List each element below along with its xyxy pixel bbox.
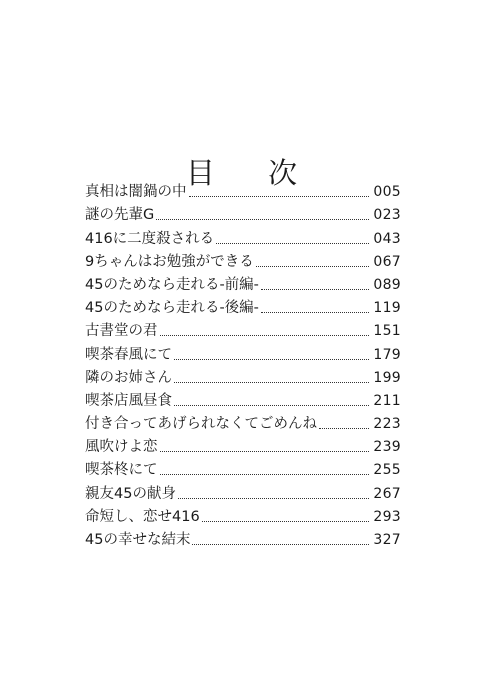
toc-entry-title: 9ちゃんはお勉強ができる: [85, 253, 254, 270]
toc-page-number: 223: [373, 416, 401, 433]
dot-leader: [156, 219, 369, 220]
toc-entry-title: 命短し、恋せ416: [85, 508, 200, 525]
toc-entry: [85, 294, 401, 317]
dot-leader: [160, 335, 370, 336]
toc-page-number: 023: [373, 207, 401, 224]
toc-page-number: 327: [373, 532, 401, 548]
toc-entry: [85, 410, 401, 433]
toc-entry: [85, 224, 401, 247]
toc-page-number: 267: [373, 485, 401, 502]
toc-entry-title: 真相は闇鍋の中: [85, 184, 187, 201]
dot-leader: [261, 312, 369, 313]
toc-entry: [85, 201, 401, 224]
toc-entry: [85, 479, 401, 502]
toc-page-number: 151: [373, 323, 401, 340]
dot-leader: [160, 451, 370, 452]
toc-page-number: 043: [373, 230, 401, 247]
toc-entry-title: 45のためなら走れる-後編-: [85, 300, 259, 317]
toc-entry-title: 45のためなら走れる-前編-: [85, 276, 259, 293]
toc-entry: [85, 340, 401, 363]
dot-leader: [192, 544, 369, 545]
toc-entry-title: 古書堂の君: [85, 323, 158, 340]
toc-entry-title: 付き合ってあげられなくてごめんね: [85, 416, 317, 433]
dot-leader: [256, 266, 370, 267]
toc-entry: [85, 503, 401, 526]
toc-page-number: 199: [373, 369, 401, 386]
dot-leader: [160, 474, 370, 475]
dot-leader: [261, 289, 369, 290]
dot-leader: [178, 498, 369, 499]
toc-entry: [85, 526, 401, 549]
toc-entry: [85, 433, 401, 456]
dot-leader: [174, 382, 369, 383]
dot-leader: [216, 243, 369, 244]
dot-leader: [202, 521, 370, 522]
toc-list: [85, 178, 401, 549]
toc-page-number: 239: [373, 439, 401, 456]
toc-page-number: 211: [373, 392, 401, 409]
toc-page-number: 119: [373, 300, 401, 317]
toc-entry-title: 親友45の献身: [85, 485, 176, 502]
toc-entry-title: 416に二度殺される: [85, 230, 215, 247]
toc-entry: [85, 387, 401, 410]
toc-entry: [85, 317, 401, 340]
toc-entry: [85, 456, 401, 479]
toc-entry-title: 45の幸せな結末: [85, 532, 191, 548]
toc-page-number: 005: [373, 184, 401, 201]
dot-leader: [319, 428, 369, 429]
toc-entry-title: 謎の先輩G: [85, 207, 155, 224]
dot-leader: [189, 196, 370, 197]
toc-page-number: 179: [373, 346, 401, 363]
toc-entry: [85, 271, 401, 294]
toc-page-number: 255: [373, 462, 401, 479]
toc-page-number: 089: [373, 276, 401, 293]
toc-entry: [85, 364, 401, 387]
dot-leader: [174, 405, 369, 406]
toc-entry: [85, 248, 401, 271]
toc-entry: [85, 178, 401, 201]
toc-page-number: 067: [373, 253, 401, 270]
toc-entry-title: 喫茶店風昼食: [85, 392, 172, 409]
toc-title: 目 次: [185, 156, 320, 191]
toc-entry-title: 喫茶柊にて: [85, 462, 158, 479]
toc-entry-title: 喫茶春風にて: [85, 346, 172, 363]
toc-entry-title: 風吹けよ恋: [85, 439, 158, 456]
dot-leader: [174, 359, 369, 360]
toc-page-number: 293: [373, 508, 401, 525]
toc-entry-title: 隣のお姉さん: [85, 369, 172, 386]
